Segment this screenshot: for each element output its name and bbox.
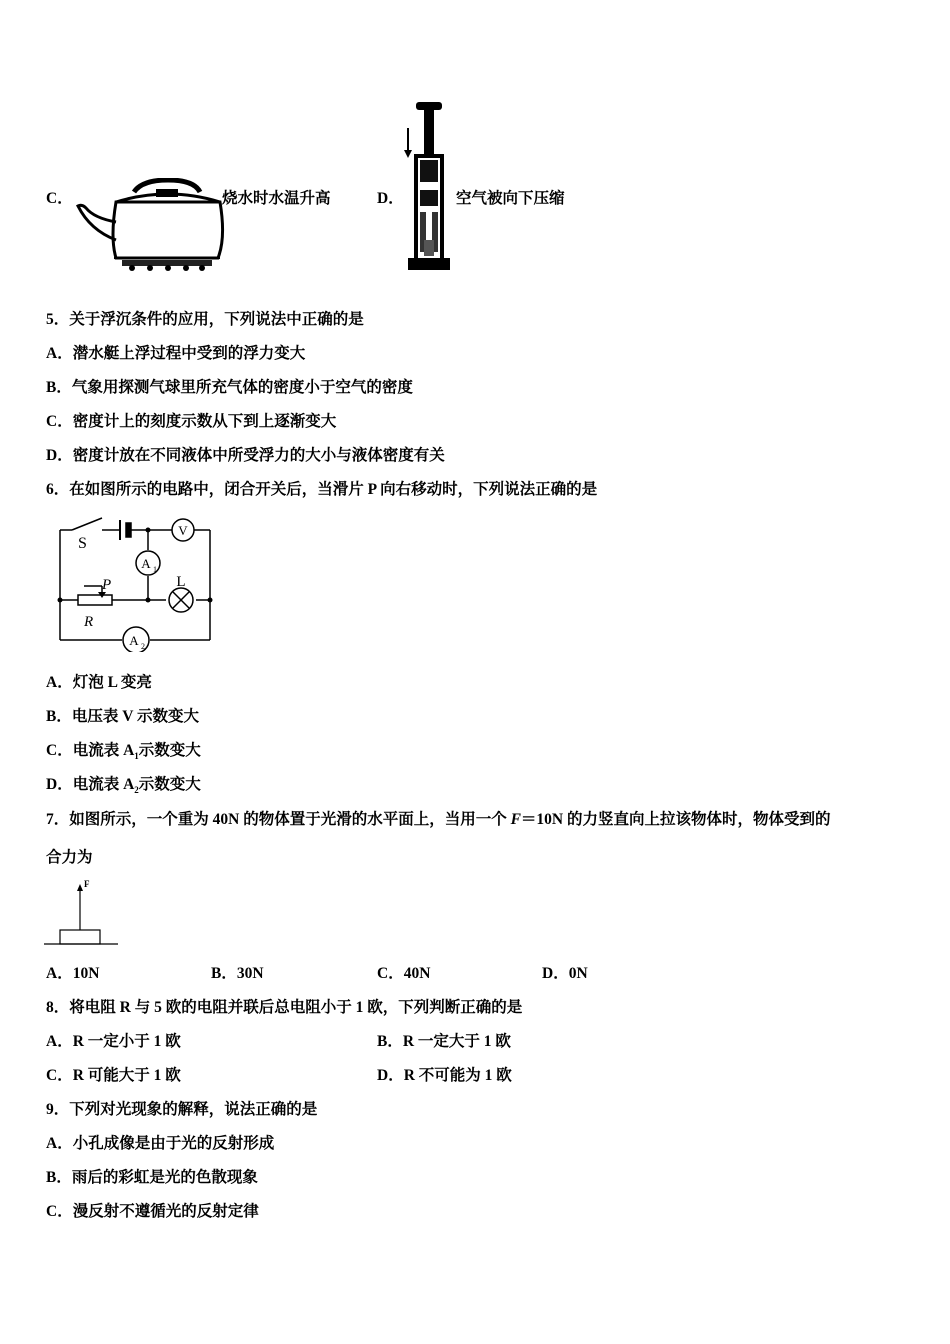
q5-option-a: A．潜水艇上浮过程中受到的浮力变大	[46, 345, 306, 362]
ammeter-a1-label: A	[141, 556, 151, 571]
q8-option-a: A．R 一定小于 1 欧	[46, 1033, 181, 1050]
rheostat-label: R	[84, 614, 94, 630]
ammeter-a2-subscript: 2	[141, 642, 145, 651]
q8-stem: 8．将电阻 R 与 5 欧的电阻并联后总电阻小于 1 欧，下列判断正确的是	[46, 999, 523, 1016]
force-block-figure	[44, 876, 120, 948]
q5-option-c: C．密度计上的刻度示数从下到上逐渐变大	[46, 413, 337, 430]
q6-option-c: C．电流表 $A_1$示数变大	[46, 742, 201, 762]
q8-option-b: B．R 一定大于 1 欧	[377, 1033, 511, 1050]
q6-option-d: D．电流表 $A_2$示数变大	[46, 776, 201, 796]
q7-stem: 7．如图所示，一个重为 40N 的物体置于光滑的水平面上，当用一个 F＝10N 的力竖直向上拉该物体时，物体受到的	[46, 811, 831, 828]
switch-label: S	[78, 535, 87, 552]
voltmeter-label: V	[178, 523, 188, 538]
q4-option-c-label: C．	[46, 190, 73, 207]
q9-option-b: B．雨后的彩虹是光的色散现象	[46, 1169, 258, 1186]
q7-option-a: A．10N	[46, 965, 100, 982]
q6-option-a: A．灯泡 L 变亮	[46, 674, 152, 691]
kettle-figure	[76, 178, 226, 272]
q8-option-d: D．R 不可能为 1 欧	[377, 1067, 512, 1084]
slider-label: P	[102, 577, 112, 593]
air-compression-cylinder-figure	[398, 98, 456, 274]
q7-option-b: B．30N	[211, 965, 264, 982]
q4-option-c-text: 烧水时水温升高	[222, 190, 331, 207]
ammeter-a2-label: A	[129, 633, 139, 648]
lamp-label: L	[176, 574, 186, 590]
q7-option-c: C．40N	[377, 965, 431, 982]
q5-stem: 5．关于浮沉条件的应用，下列说法中正确的是	[46, 311, 364, 328]
q4-option-d-label: D．	[377, 190, 404, 207]
force-label: F	[84, 879, 90, 889]
q5-option-d: D．密度计放在不同液体中所受浮力的大小与液体密度有关	[46, 447, 445, 464]
q4-option-d-text: 空气被向下压缩	[456, 190, 565, 207]
q7-stem-line2: 合力为	[46, 849, 93, 866]
circuit-diagram	[54, 512, 220, 652]
q9-option-a: A．小孔成像是由于光的反射形成	[46, 1135, 275, 1152]
q6-option-b: B．电压表 V 示数变大	[46, 708, 200, 725]
q7-option-d: D．0N	[542, 965, 588, 982]
q9-option-c: C．漫反射不遵循光的反射定律	[46, 1203, 259, 1220]
q5-option-b: B．气象用探测气球里所充气体的密度小于空气的密度	[46, 379, 413, 396]
q6-stem: 6．在如图所示的电路中，闭合开关后，当滑片 P 向右移动时，下列说法正确的是	[46, 481, 598, 498]
ammeter-a1-subscript: 1	[153, 565, 157, 574]
q9-stem: 9．下列对光现象的解释，说法正确的是	[46, 1101, 318, 1118]
q8-option-c: C．R 可能大于 1 欧	[46, 1067, 181, 1084]
